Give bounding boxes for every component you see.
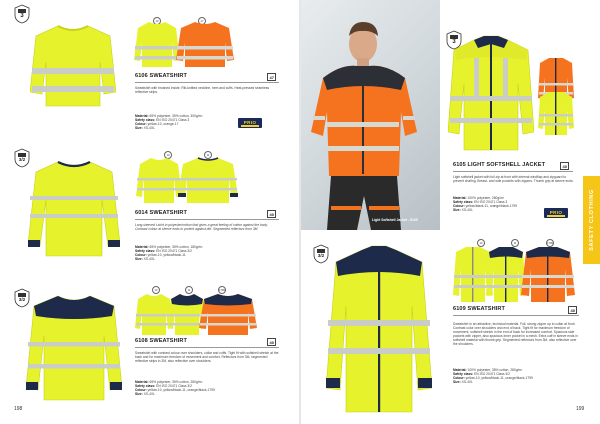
colour-swatch-label: 1799: [218, 286, 226, 294]
section-tab: SAFETY CLOTHING: [583, 176, 600, 264]
title-rule: [453, 171, 573, 172]
product-description: Light softshell jacket with full zip at front with internal windflap and zipguard to prevent chafing. Breast- and side pockets with zippers. Thumb grip at sleeve ends.: [453, 175, 574, 184]
product-title: 6105 LIGHT SOFTSHELL JACKET: [453, 162, 546, 168]
title-rule: [135, 347, 279, 348]
prio-logo: PRIO: [544, 208, 568, 218]
product-description: Long-sleeved t-shirt in polyester/cotton that gives a great feeling of cotton against the body. Contrast colour at sleeve ends to protect against dirt. Segmented reflectors from 3M.: [135, 223, 268, 232]
product-specs: Material: 100% polyester, 260g/m² Safety class: EN ISO 20471 Class 3 Colour: yellow/black-11, orange/black-1799 Size: XS-4XL: [453, 196, 518, 213]
sweatshirt-6108-main-image: [26, 292, 122, 402]
sweatshirt-6106-yellow-thumb: [134, 20, 180, 68]
prio-logo: PRIO: [238, 118, 262, 128]
badge-class: 3: [20, 13, 24, 19]
sweatshirt-6108-orange-black-thumb: [199, 292, 257, 336]
colour-swatch-label: 11: [204, 151, 212, 159]
title-rule: [453, 315, 579, 316]
product-specs: Material: 65% polyester, 35% cotton, 280g/m² Safety class: EN ISO 20471 Class 3/2 Colour: yellow-10, yellow/black-11, orange/black-1799 Size: XS-4XL: [135, 380, 215, 397]
badge-class: 3: [452, 39, 456, 45]
product-specs: Material: 65% polyester, 35% cotton, 300g/m² Safety class: EN ISO 20471 Class 3 Colour: yellow-10, orange-17 Size: XS-4XL: [135, 114, 203, 131]
colour-swatch-label: 10: [152, 286, 160, 294]
badge-class: 3/2: [18, 297, 26, 302]
badge-class: 3/2: [18, 157, 26, 162]
product-page-ref: 40: [568, 306, 577, 314]
colour-swatch-label: 10: [153, 17, 161, 25]
badge-class: 3/2: [317, 253, 325, 258]
product-page-ref: 47: [267, 73, 276, 81]
colour-swatch-label: 10: [164, 151, 172, 159]
softshell-jacket-6105-main-image: [448, 34, 534, 152]
sweatshirt-6106-orange-thumb: [176, 20, 234, 68]
product-page-ref: 40: [267, 338, 276, 346]
colour-swatch-label: 11: [511, 239, 519, 247]
sweatshirt-6109-yellow-black-thumb: [486, 245, 526, 303]
sweatshirt-6014-yellow-black-thumb: [178, 156, 238, 204]
colour-swatch-label: 10: [477, 239, 485, 247]
product-title: 6014 SWEATSHIRT: [135, 210, 188, 216]
page-number: 198: [14, 406, 23, 412]
sweatshirt-6106-main-image: [30, 22, 116, 108]
sweatshirt-6014-main-image: [28, 158, 120, 258]
product-description: Sweatshirt in an attractive, technical material. Full, strong zipper up to collar at front. Contrast color over shoulders and end of back. Tight fit for maximum freedom of movement, softshell stretch in the end of back for increased comfort. Spacious side pockets with zipper, also spacious inner pocket in a mesh. Extra cuff in sleeve ends in softshell material with thumb grip. Segmented reflectors from 3M, also reflective over the shoulders.: [453, 322, 578, 347]
product-page-ref: 40: [560, 162, 569, 170]
sweatshirt-6109-main-image: [326, 244, 432, 414]
product-page-ref: 40: [267, 210, 276, 218]
product-specs: Material: 65% polyester, 35% cotton, 180g/m² Safety class: EN ISO 20471 Class 3/2 Colour: yellow-10, yellow/black-11 Size: XS-4XL: [135, 245, 203, 262]
product-description: Sweatshirt with brushed inside. Rib-knitted neckline, hem and cuffs. Heat-pressed seamless reflective strips.: [135, 86, 270, 95]
product-title: 6109 SWEATSHIRT: [453, 306, 506, 312]
product-title: 6106 SWEATSHIRT: [135, 73, 188, 79]
sweatshirt-6109-orange-black-thumb: [521, 245, 575, 303]
colour-swatch-label: 11: [185, 286, 193, 294]
en-iso-20471-badge-icon: [14, 4, 30, 26]
colour-swatch-label: 1799: [546, 239, 554, 247]
softshell-jacket-6105-yellow-thumb: [538, 90, 574, 136]
product-title: 6108 SWEATSHIRT: [135, 338, 188, 344]
colour-swatch-label: 17: [198, 17, 206, 25]
photo-caption: Light Softshell Jacket - 6105: [372, 218, 418, 222]
page-number: 199: [576, 406, 585, 412]
model-photo: [301, 0, 440, 230]
sweatshirt-6014-yellow-thumb: [136, 156, 182, 204]
product-description: Sweatshirt with contrast colour over shoulders, collar and cuffs. Tight fit with softshell stretch at the back and for maximum freedom of movement and comfort. Reflectors from 3M, segmented reflective strips in 3M, also reflective over shoulders.: [135, 351, 279, 364]
product-specs: Material: 100% polyester, 35% cotton, 280g/m² Safety class: EN ISO 20471 Class 3/2 Colour: yellow-10, yellow/black-11, orange/black-1799 Size: XS-4XL: [453, 368, 533, 385]
title-rule: [135, 82, 279, 83]
title-rule: [135, 219, 279, 220]
